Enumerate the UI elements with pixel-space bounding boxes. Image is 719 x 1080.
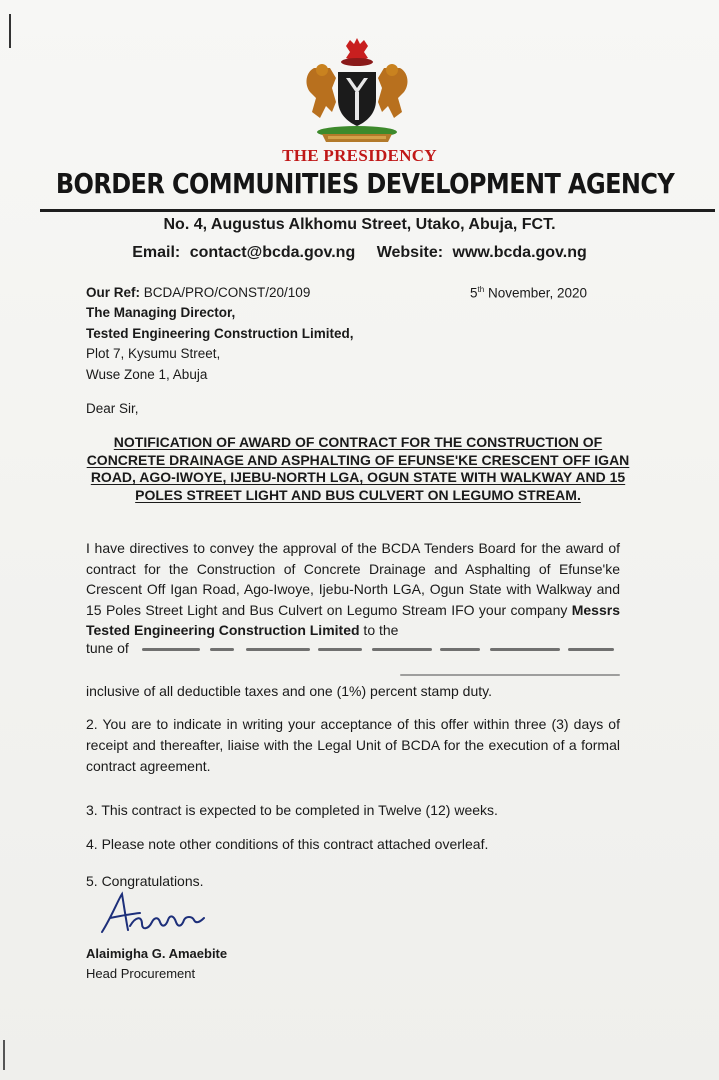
redacted-amount-mark (318, 648, 362, 651)
date-rest: November, 2020 (487, 285, 588, 301)
ref-label: Our Ref: (86, 285, 140, 300)
redacted-amount-mark (400, 674, 620, 676)
website-label: Website: (376, 244, 444, 261)
agency-name: BORDER COMMUNITIES DEVELOPMENT AGENCY (55, 167, 675, 201)
redacted-amount-mark (490, 648, 560, 651)
letter-subject: NOTIFICATION OF AWARD OF CONTRACT FOR THE CONSTRUCTION OF CONCRETE DRAINAGE AND ASPHALTING OF EFUNSE'KE CRESCENT OFF IGAN ROAD, AGO-IWOYE, IJEBU-NORTH LGA, OGUN STATE WITH WALKWAY AND 15 POLES STREET LIGHT AND BUS CULVERT ON LEGUMO STREAM. (86, 434, 630, 503)
redacted-amount-mark (372, 648, 432, 651)
paragraph-2: 2. You are to indicate in writing your acceptance of this offer within three (3) days of receipt and thereafter, liaise with the Legal Unit of BCDA for the execution of a formal contract agreement. (86, 716, 620, 774)
website-group (377, 244, 587, 261)
header-rule (40, 209, 715, 212)
recipient-address-line2: Wuse Zone 1, Abuja (86, 366, 208, 382)
recipient-address (86, 303, 354, 385)
signer-block (86, 944, 227, 984)
inclusive-line: inclusive of all deductible taxes and one (1%) percent stamp duty. (86, 683, 492, 699)
paragraph-3: 3. This contract is expected to be completed in Twelve (12) weeks. (86, 802, 498, 818)
paragraph-4: 4. Please note other conditions of this contract attached overleaf. (86, 836, 489, 852)
nigerian-coat-of-arms-icon (292, 38, 422, 146)
recipient-address-line1: Plot 7, Kysumu Street, (86, 346, 221, 361)
redacted-amount-mark (246, 648, 310, 651)
email-label: Email: (132, 244, 181, 261)
contact-line (0, 244, 719, 262)
body-text-start: I have directives to convey the approval of the BCDA Tenders Board for the award of contract for the Construction of Concrete Drainage and Asphalting of Efunse'ke Crescent Off Igan Road, Ago-Iwoye, Ijebu-North LGA, Ogun State with Walkway and 15 Poles Street Light and Bus Culvert on Legumo Stream IFO your company (86, 540, 620, 618)
body-paragraph-1 (86, 538, 620, 641)
reference-line (86, 285, 310, 300)
date-day: 5 (470, 285, 478, 301)
salutation: Dear Sir, (86, 401, 139, 416)
redacted-amount-mark (210, 648, 234, 651)
paragraph-5: 5. Congratulations. (86, 873, 204, 889)
email-group (132, 244, 360, 261)
website-value[interactable]: www.bcda.gov.ng (452, 244, 587, 261)
body-company-name: Messrs Tested Engineering Construction Limited (86, 601, 620, 638)
tune-of-text: tune of (86, 640, 129, 656)
date-suffix: th (477, 285, 485, 294)
redacted-amount-mark (142, 648, 200, 651)
page-edge-mark (9, 14, 11, 48)
redacted-amount-mark (568, 648, 614, 651)
redacted-amount-mark (440, 648, 480, 651)
page-edge-mark-bottom (3, 1040, 5, 1070)
body-text-end: to the (359, 622, 399, 638)
signer-name: Alaimigha G. Amaebite (86, 946, 228, 961)
agency-address: No. 4, Augustus Alkhomu Street, Utako, Abuja, FCT. (163, 216, 556, 233)
recipient-title: The Managing Director, (86, 305, 236, 320)
presidency-heading: THE PRESIDENCY (282, 146, 437, 165)
ref-number: BCDA/PRO/CONST/20/109 (143, 285, 311, 300)
signer-title: Head Procurement (86, 966, 196, 981)
email-value[interactable]: contact@bcda.gov.ng (189, 244, 356, 261)
recipient-company: Tested Engineering Construction Limited, (86, 325, 354, 341)
handwritten-signature (96, 886, 216, 944)
letter-date (470, 285, 587, 301)
